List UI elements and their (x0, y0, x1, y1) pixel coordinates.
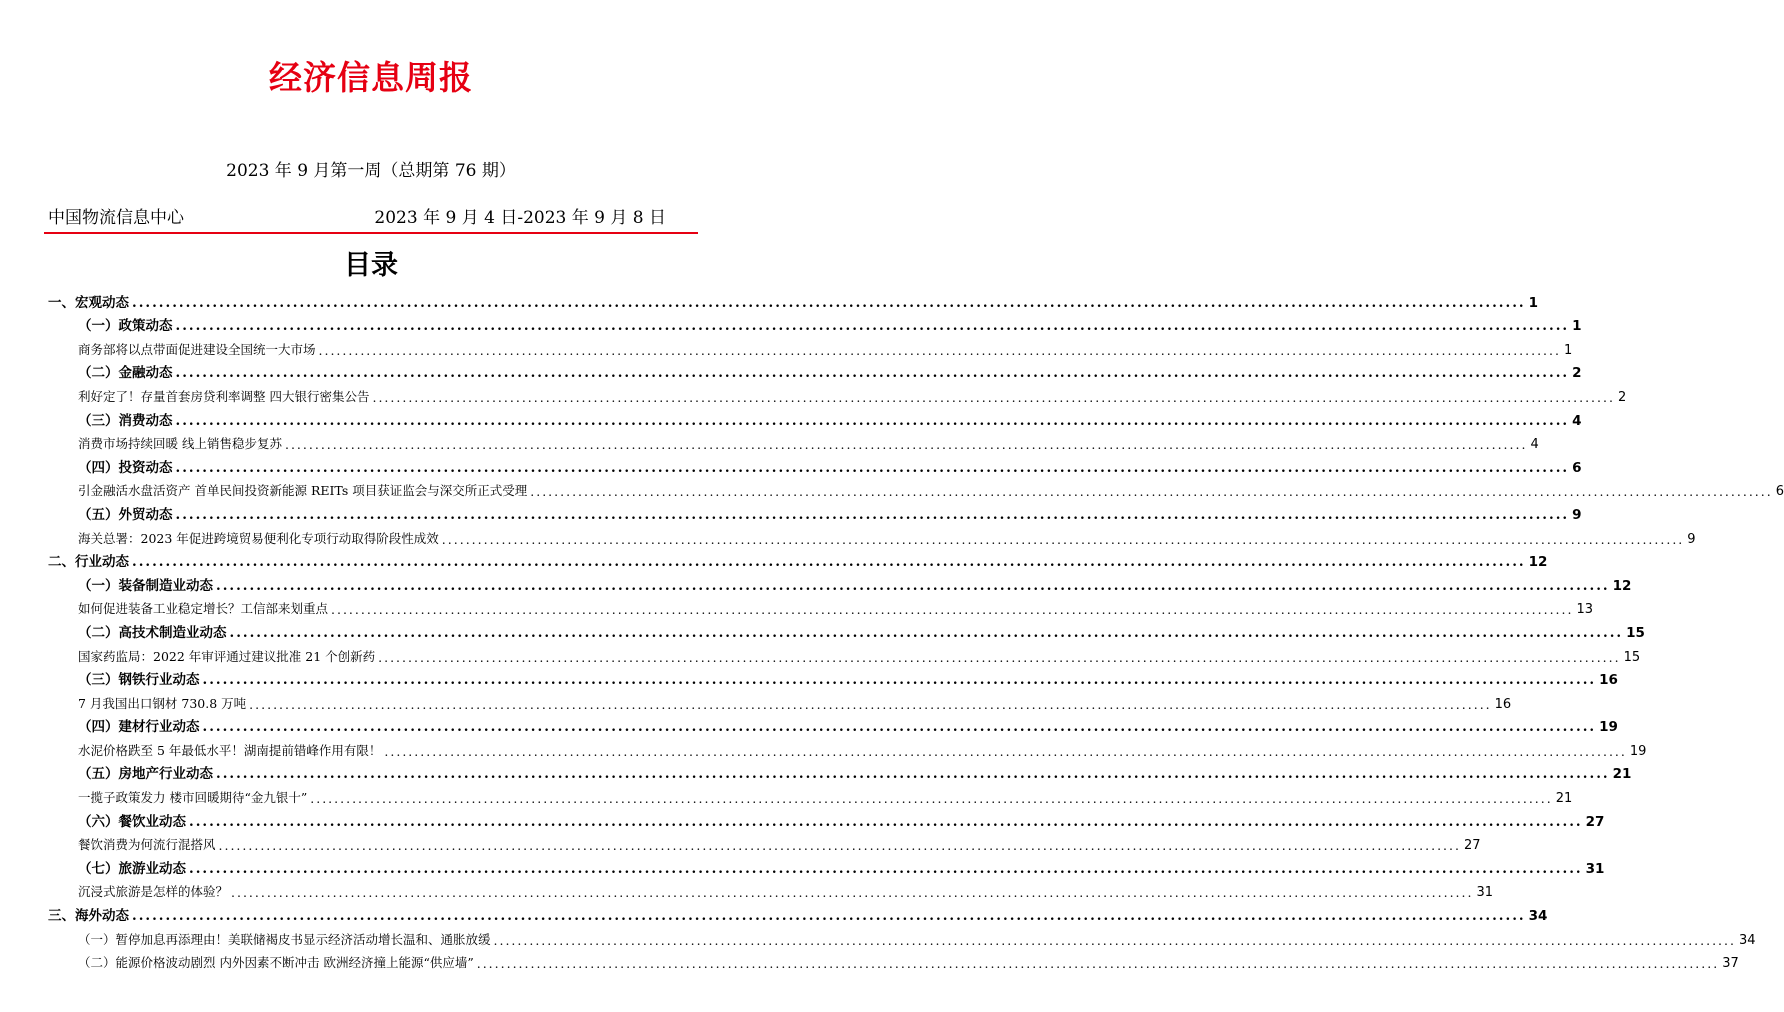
date-range: 2023 年 9 月 4 日-2023 年 9 月 8 日 (374, 208, 666, 228)
toc-entry-text: （七）旅游业动态 (78, 860, 186, 877)
toc-entry[interactable] (48, 782, 1573, 807)
toc-entry-text: （四）建材行业动态 (78, 719, 200, 736)
toc-entry-text: 海关总署：2023 年促进跨境贸易便利化专项行动取得阶段性成效 (78, 530, 439, 546)
toc-leader-dots (230, 625, 1624, 641)
toc-page-number: 16 (1599, 672, 1618, 689)
toc-page-number: 9 (1687, 531, 1696, 547)
toc-entry[interactable] (48, 594, 1594, 618)
toc-page-number: 1 (1528, 294, 1538, 311)
toc-leader-dots (203, 672, 1597, 688)
toc-page-number: 12 (1528, 554, 1548, 571)
toc-entry-text: 二、行业动态 (48, 554, 129, 571)
toc-entry[interactable] (48, 641, 1641, 665)
toc-entry[interactable] (48, 334, 1573, 358)
toc-page-number: 4 (1530, 437, 1539, 453)
toc-entry-text: （三）消费动态 (78, 412, 173, 429)
table-of-contents (48, 287, 1784, 972)
toc-entry-text: 商务部将以点带面促进建设全国统一大市场 (78, 341, 316, 357)
toc-leader-dots (132, 908, 1526, 924)
toc-entry-text: （二）金融动态 (78, 365, 173, 382)
toc-entry-text: （四）投资动态 (78, 459, 173, 476)
toc-entry[interactable] (48, 806, 1605, 830)
toc-page-number: 15 (1626, 624, 1645, 641)
toc-entry-text: 水泥价格跌至 5 年最低水平！湖南提前错峰作用有限！ (78, 742, 382, 758)
toc-leader-dots (384, 744, 1626, 759)
toc-leader-dots (530, 484, 1772, 499)
toc-entry[interactable] (48, 617, 1645, 641)
toc-entry-text: 沉浸式旅游是怎样的体验？ (78, 884, 229, 900)
toc-leader-dots (285, 437, 1527, 452)
toc-entry[interactable] (48, 900, 1548, 925)
toc-entry[interactable] (48, 405, 1582, 429)
toc-page-number: 15 (1623, 649, 1641, 665)
toc-entry-text: （一）装备制造业动态 (78, 577, 213, 594)
toc-entry[interactable] (48, 924, 1756, 948)
toc-page-number: 19 (1599, 719, 1618, 736)
toc-leader-dots (203, 719, 1597, 735)
toc-leader-dots (442, 532, 1684, 547)
toc-entry-text: （五）房地产行业动态 (78, 766, 213, 783)
toc-page-number: 12 (1612, 577, 1632, 594)
toc-entry[interactable] (48, 452, 1582, 476)
toc-entry[interactable] (48, 547, 1548, 571)
toc-page-number: 6 (1775, 484, 1784, 500)
toc-page-number: 2 (1572, 365, 1582, 382)
toc-entry[interactable] (48, 735, 1647, 759)
toc-leader-dots (189, 861, 1583, 877)
toc-entry[interactable] (48, 830, 1481, 854)
toc-entry[interactable] (48, 877, 1494, 901)
toc-leader-dots (378, 650, 1620, 665)
toc-entry-text: 引金融活水盘活资产 首单民间投资新能源 REITs 项目获证监会与深交所正式受理 (78, 483, 528, 499)
toc-page-number: 31 (1476, 885, 1494, 901)
toc-entry[interactable] (48, 358, 1582, 382)
toc-entry-text: （五）外贸动态 (78, 506, 173, 523)
toc-page-number: 4 (1572, 412, 1582, 429)
header-divider (44, 232, 698, 234)
toc-page-number: 31 (1585, 860, 1605, 877)
toc-entry-text: （二）能源价格波动剧烈 内外因素不断冲击 欧洲经济撞上能源“供应墙” (78, 955, 474, 971)
toc-page-number: 34 (1738, 932, 1756, 948)
toc-leader-dots (216, 766, 1610, 782)
toc-entry[interactable] (48, 665, 1618, 689)
toc-entry-text: 三、海外动态 (48, 908, 129, 925)
toc-page-number: 21 (1612, 766, 1632, 783)
toc-leader-dots (331, 602, 1573, 617)
toc-entry[interactable] (48, 429, 1539, 453)
toc-page-number: 27 (1463, 838, 1481, 854)
toc-leader-dots (176, 413, 1570, 429)
toc-entry[interactable] (48, 499, 1582, 523)
toc-entry[interactable] (48, 311, 1582, 335)
toc-entry-text: 餐饮消费为何流行混搭风 (78, 837, 216, 853)
toc-page-number: 1 (1572, 318, 1582, 335)
toc-entry-text: （三）钢铁行业动态 (78, 672, 200, 689)
toc-entry-text: 国家药监局：2022 年审评通过建议批准 21 个创新药 (78, 648, 376, 664)
toc-entry-text: 如何促进装备工业稳定增长？工信部来划重点 (78, 601, 329, 617)
toc-entry[interactable] (48, 476, 1784, 500)
toc-page-number: 1 (1563, 342, 1573, 358)
toc-leader-dots (176, 507, 1570, 523)
toc-entry[interactable] (48, 523, 1696, 547)
toc-page-number: 34 (1528, 908, 1548, 925)
toc-leader-dots (176, 318, 1570, 334)
toc-entry-text: 一、宏观动态 (48, 294, 129, 311)
toc-leader-dots (132, 295, 1526, 311)
toc-leader-dots (310, 791, 1552, 806)
toc-page-number: 37 (1722, 956, 1739, 972)
toc-leader-dots (231, 885, 1473, 900)
toc-leader-dots (372, 390, 1614, 405)
report-title: 经济信息周报 (269, 58, 473, 97)
toc-leader-dots (219, 838, 1461, 853)
toc-leader-dots (477, 956, 1719, 971)
toc-leader-dots (176, 460, 1570, 476)
toc-leader-dots (189, 814, 1583, 830)
toc-entry[interactable] (48, 853, 1605, 877)
issue-line: 2023 年 9 月第一周（总期第 76 期） (226, 161, 516, 181)
toc-entry-text: 7 月我国出口钢材 730.8 万吨 (78, 695, 247, 711)
toc-page-number: 16 (1494, 696, 1512, 712)
toc-leader-dots (132, 554, 1526, 570)
toc-entry-text: 利好定了！存量首套房贷利率调整 四大银行密集公告 (78, 388, 370, 404)
toc-entry[interactable] (48, 759, 1632, 783)
toc-entry-text: （一）暂停加息再添理由！美联储褐皮书显示经济活动增长温和、通胀放缓 (78, 931, 491, 947)
toc-entry[interactable] (48, 287, 1538, 311)
toc-leader-dots (494, 933, 1736, 948)
toc-entry-text: （六）餐饮业动态 (78, 813, 186, 830)
toc-page-number: 13 (1576, 602, 1594, 618)
toc-entry[interactable] (48, 570, 1632, 594)
toc-entry-text: 消费市场持续回暖 线上销售稳步复苏 (78, 436, 282, 452)
toc-entry-text: （一）政策动态 (78, 318, 173, 335)
toc-page-number: 9 (1572, 506, 1582, 523)
toc-page-number: 2 (1617, 389, 1627, 405)
toc-page-number: 6 (1572, 459, 1582, 476)
toc-entry[interactable] (48, 712, 1618, 736)
toc-page-number: 19 (1629, 743, 1647, 759)
toc-title: 目录 (344, 250, 398, 281)
toc-entry[interactable] (48, 948, 1739, 972)
toc-entry[interactable] (48, 688, 1512, 712)
toc-entry-text: 一揽子政策发力 楼市回暖期待“金九银十” (78, 790, 308, 806)
toc-page-number: 27 (1585, 813, 1605, 830)
toc-entry[interactable] (48, 381, 1627, 405)
toc-leader-dots (176, 365, 1570, 381)
toc-leader-dots (249, 697, 1491, 712)
toc-leader-dots (319, 343, 1561, 358)
toc-page-number: 21 (1555, 791, 1573, 807)
publisher-name: 中国物流信息中心 (48, 208, 184, 228)
toc-entry-text: （二）高技术制造业动态 (78, 624, 227, 641)
toc-leader-dots (216, 578, 1610, 594)
